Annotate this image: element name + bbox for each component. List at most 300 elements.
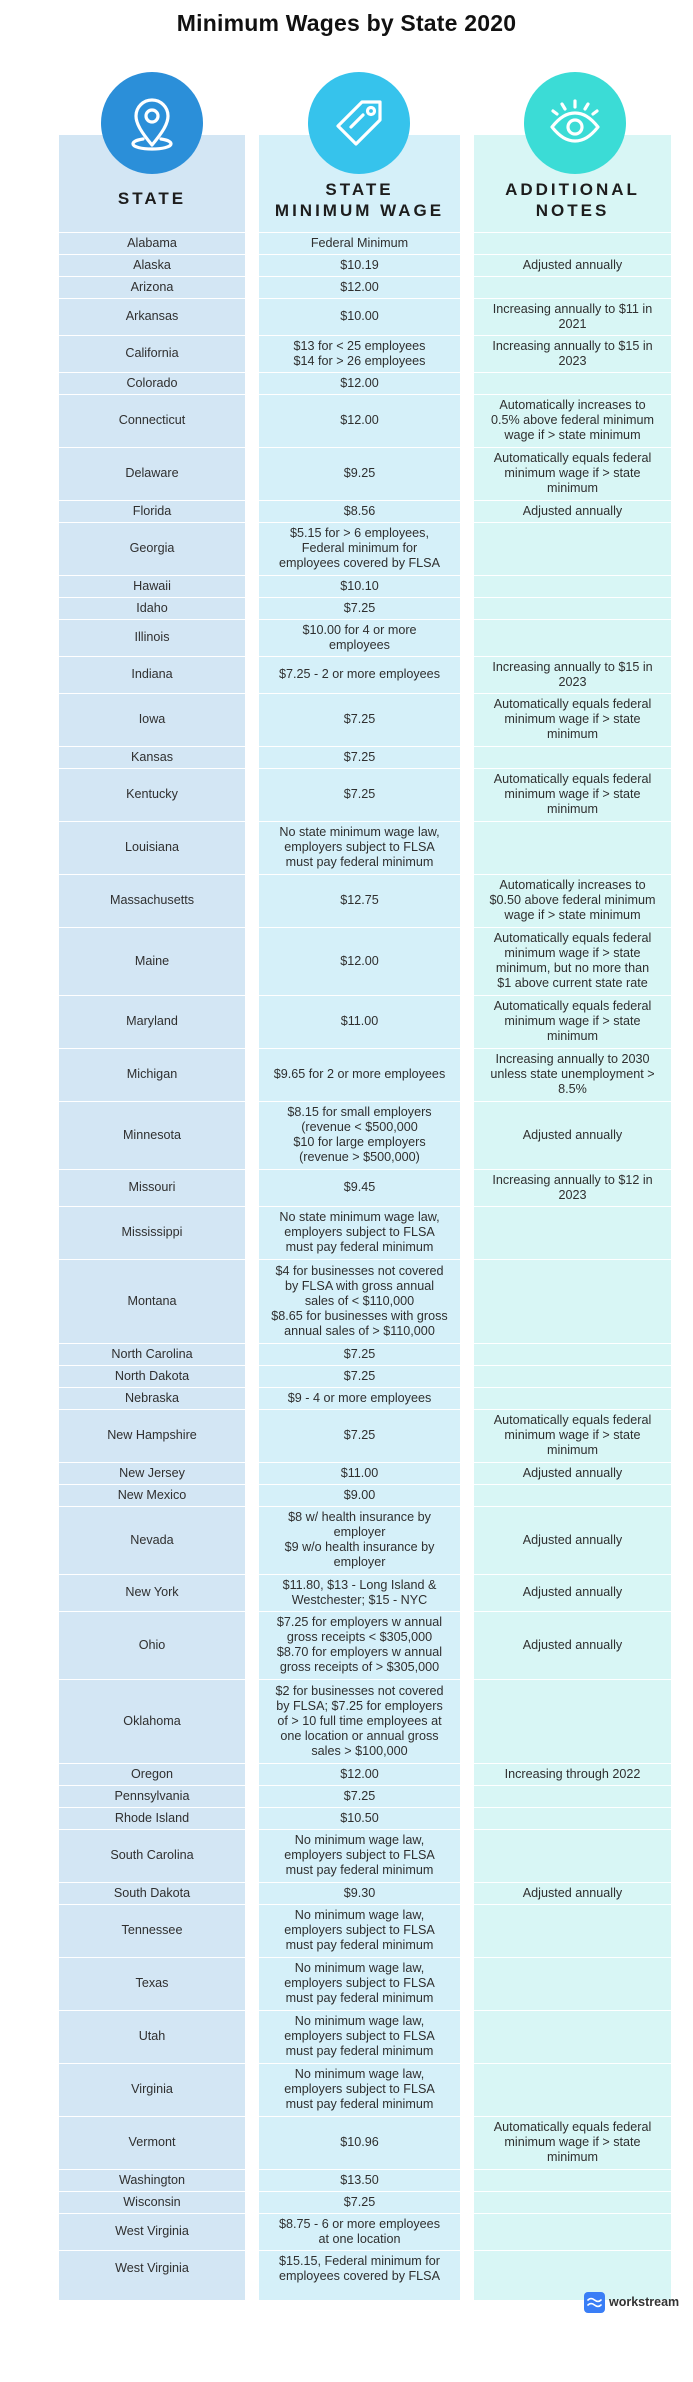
wage-cell	[259, 1611, 460, 1678]
wage-cell	[259, 1343, 460, 1364]
wage-cell	[259, 1409, 460, 1461]
state-cell-text: Oregon	[130, 1766, 173, 1781]
wage-cell	[259, 2213, 460, 2249]
wage-cell	[259, 693, 460, 745]
state-cell	[59, 447, 245, 499]
wage-cell-text: $2 for businesses not covered by FLSA; $7.25 for employers of > 10 full time employees at one location or annual gross sales > $100,000	[275, 1683, 444, 1758]
wage-cell-text: $7.25	[343, 787, 376, 801]
state-cell-text: Texas	[135, 1976, 169, 1990]
state-cell	[59, 2213, 245, 2249]
wage-cell-text: No minimum wage law, employers subject to FLSA must pay federal minimum	[284, 1833, 435, 1877]
table-row	[0, 575, 693, 596]
state-cell	[59, 1484, 245, 1505]
wage-cell	[259, 1101, 460, 1168]
state-cell	[59, 656, 245, 692]
table-row	[0, 1169, 693, 1205]
table-row	[0, 597, 693, 618]
state-cell-text: Florida	[132, 503, 172, 518]
table-row	[0, 874, 693, 926]
table-row	[0, 768, 693, 820]
table-row	[0, 335, 693, 371]
wage-cell	[259, 1785, 460, 1806]
wage-cell	[259, 1829, 460, 1881]
wave-logo-icon	[584, 2292, 605, 2313]
state-cell	[59, 335, 245, 371]
wage-cell	[259, 2063, 460, 2115]
state-cell-text: Missouri	[128, 1180, 176, 1194]
state-cell-text: Iowa	[138, 712, 166, 726]
state-cell	[59, 1611, 245, 1678]
notes-cell	[474, 1206, 671, 1258]
wage-cell	[259, 1484, 460, 1505]
table-row	[0, 1387, 693, 1408]
notes-cell-text: Automatically equals federal minimum wage if > state minimum	[493, 772, 652, 816]
wage-cell	[259, 619, 460, 655]
state-cell-text: New York	[125, 1585, 179, 1599]
wage-cell	[259, 656, 460, 692]
state-cell-text: Georgia	[129, 541, 175, 555]
notes-cell-text: Automatically equals federal minimum wage if > state minimum	[493, 999, 652, 1043]
state-cell-text: Idaho	[136, 600, 168, 615]
table-row	[0, 1365, 693, 1386]
wage-cell-text: $9.45	[343, 1180, 376, 1194]
notes-cell-text: Increasing annually to $11 in 2021	[492, 301, 653, 331]
wage-cell	[259, 2169, 460, 2190]
wage-cell-text: No state minimum wage law, employers subject to FLSA must pay federal minimum	[279, 1210, 440, 1254]
table-row	[0, 1484, 693, 1505]
state-cell	[59, 1259, 245, 1342]
state-cell-text: Louisiana	[125, 840, 179, 854]
wage-cell	[259, 254, 460, 275]
state-cell	[59, 821, 245, 873]
state-header: STATE	[117, 189, 187, 208]
wage-cell-text: $10.19	[340, 257, 379, 272]
wage-cell-text: $11.00	[340, 1014, 379, 1028]
wage-cell	[259, 276, 460, 297]
wage-cell-text: $7.25	[343, 1368, 376, 1383]
notes-cell	[474, 1169, 671, 1205]
state-cell-text: Illinois	[134, 630, 170, 644]
notes-cell-text: Adjusted annually	[522, 1585, 623, 1599]
notes-cell	[474, 693, 671, 745]
table-row	[0, 2213, 693, 2249]
table-row	[0, 1829, 693, 1881]
notes-cell	[474, 1462, 671, 1483]
wage-cell-text: No minimum wage law, employers subject to FLSA must pay federal minimum	[284, 2067, 435, 2111]
notes-cell	[474, 2191, 671, 2212]
table-row	[0, 1807, 693, 1828]
notes-cell	[474, 746, 671, 767]
state-cell-text: Delaware	[125, 466, 179, 480]
wage-cell-text: $10.96	[340, 2135, 379, 2149]
wage-cell-text: $13 for < 25 employees $14 for > 26 employees	[293, 338, 426, 368]
state-cell-text: Nevada	[130, 1532, 174, 1547]
notes-cell-text: Automatically increases to $0.50 above federal minimum wage if > state minimum	[489, 878, 656, 922]
state-cell-text: Alaska	[133, 257, 171, 272]
table-row	[0, 821, 693, 873]
notes-cell	[474, 276, 671, 297]
wage-cell-text: $7.25 - 2 or more employees	[278, 667, 440, 681]
state-cell	[59, 1679, 245, 1762]
notes-cell	[474, 372, 671, 393]
notes-cell-text: Adjusted annually	[522, 503, 623, 518]
notes-cell	[474, 232, 671, 253]
wage-cell-text: $9.00	[343, 1487, 376, 1502]
notes-cell	[474, 995, 671, 1047]
wage-cell	[259, 335, 460, 371]
wage-cell	[259, 394, 460, 446]
wage-cell	[259, 874, 460, 926]
state-cell-text: Mississippi	[121, 1225, 183, 1239]
wage-cell	[259, 1763, 460, 1784]
table-row	[0, 2169, 693, 2190]
map-pin-icon	[101, 72, 203, 174]
wage-cell-text: $7.25	[343, 1346, 376, 1361]
table-row	[0, 1574, 693, 1610]
state-cell-text: Arkansas	[125, 309, 179, 323]
state-cell	[59, 1365, 245, 1386]
state-cell	[59, 1048, 245, 1100]
notes-cell	[474, 768, 671, 820]
notes-cell	[474, 2116, 671, 2168]
notes-cell	[474, 1904, 671, 1956]
state-cell	[59, 522, 245, 574]
wage-cell-text: No minimum wage law, employers subject to FLSA must pay federal minimum	[284, 1961, 435, 2005]
wage-cell-text: $10.10	[340, 578, 379, 593]
table-row	[0, 1409, 693, 1461]
notes-cell	[474, 619, 671, 655]
page-title: Minimum Wages by State 2020	[176, 10, 517, 36]
notes-cell	[474, 597, 671, 618]
table-row	[0, 232, 693, 253]
wage-cell-text: $9.30	[343, 1885, 376, 1900]
wage-cell-text: $8 w/ health insurance by employer $9 w/o health insurance by employer	[284, 1510, 435, 1569]
table-row	[0, 522, 693, 574]
state-cell	[59, 768, 245, 820]
state-cell-text: New Mexico	[117, 1487, 187, 1502]
notes-cell	[474, 1387, 671, 1408]
state-cell-text: Pennsylvania	[114, 1788, 190, 1803]
wage-cell	[259, 372, 460, 393]
table-row	[0, 1763, 693, 1784]
wage-cell	[259, 768, 460, 820]
state-cell	[59, 1387, 245, 1408]
wage-cell-text: $10.00 for 4 or more employees	[302, 622, 417, 652]
state-cell-text: Connecticut	[118, 413, 186, 427]
table-row	[0, 1785, 693, 1806]
state-cell	[59, 232, 245, 253]
table-row	[0, 2116, 693, 2168]
table-row	[0, 2063, 693, 2115]
table-row	[0, 372, 693, 393]
state-cell-text: Oklahoma	[123, 1713, 181, 1728]
wage-cell-text: $7.25	[343, 1788, 376, 1803]
notes-cell	[474, 2063, 671, 2115]
notes-cell	[474, 1484, 671, 1505]
wage-cell-text: $10.50	[340, 1810, 379, 1825]
brand-name: workstream	[609, 2295, 680, 2309]
state-cell-text: Montana	[127, 1293, 177, 1308]
table-row	[0, 2010, 693, 2062]
wage-cell-text: $7.25	[343, 600, 376, 615]
notes-cell-text: Automatically equals federal minimum wage if > state minimum	[493, 2120, 652, 2164]
table-row	[0, 1048, 693, 1100]
wage-header: STATE MINIMUM WAGE	[274, 180, 445, 220]
notes-cell	[474, 1409, 671, 1461]
state-cell	[59, 995, 245, 1047]
table-row	[0, 1259, 693, 1342]
wage-cell-text: $7.25	[343, 2194, 376, 2209]
table-row	[0, 1957, 693, 2009]
notes-cell	[474, 1679, 671, 1762]
notes-cell	[474, 1763, 671, 1784]
state-cell-text: Washington	[118, 2172, 186, 2187]
wage-cell	[259, 522, 460, 574]
notes-cell	[474, 1365, 671, 1386]
state-cell	[59, 746, 245, 767]
notes-cell-text: Automatically equals federal minimum wage if > state minimum	[493, 451, 652, 495]
notes-cell-text: Automatically equals federal minimum wage if > state minimum, but no more than $1 above current state rate	[493, 931, 652, 990]
notes-cell-text: Automatically equals federal minimum wage if > state minimum	[493, 697, 652, 741]
state-cell-text: California	[125, 346, 179, 360]
table-row	[0, 746, 693, 767]
wage-cell	[259, 1462, 460, 1483]
wage-cell	[259, 1904, 460, 1956]
notes-cell	[474, 1506, 671, 1573]
state-cell-text: Michigan	[126, 1067, 178, 1081]
wage-cell	[259, 1574, 460, 1610]
state-cell	[59, 1462, 245, 1483]
notes-cell-text: Adjusted annually	[522, 257, 623, 272]
table-row	[0, 1679, 693, 1762]
state-cell-text: West Virginia	[115, 2261, 189, 2275]
state-cell-text: Tennessee	[121, 1923, 183, 1937]
wage-cell-text: $10.00	[340, 309, 379, 323]
table-row	[0, 254, 693, 275]
notes-cell	[474, 2169, 671, 2190]
state-cell-text: New Jersey	[119, 1465, 185, 1480]
wage-cell	[259, 1206, 460, 1258]
state-cell-text: North Carolina	[111, 1346, 193, 1361]
state-cell	[59, 1904, 245, 1956]
wage-cell	[259, 2116, 460, 2168]
wage-cell-text: $12.00	[340, 1766, 379, 1781]
notes-cell-text: Adjusted annually	[522, 1532, 623, 1547]
wage-cell	[259, 2010, 460, 2062]
table-row	[0, 1611, 693, 1678]
state-cell	[59, 1169, 245, 1205]
wage-cell-text: Federal Minimum	[310, 235, 409, 250]
table-row	[0, 1506, 693, 1573]
notes-cell-text: Adjusted annually	[522, 1465, 623, 1480]
state-cell	[59, 874, 245, 926]
state-cell	[59, 2191, 245, 2212]
notes-cell	[474, 1807, 671, 1828]
wage-cell	[259, 2191, 460, 2212]
wage-cell	[259, 1679, 460, 1762]
state-cell-text: South Carolina	[110, 1848, 194, 1862]
table-row	[0, 2250, 693, 2286]
eye-icon	[524, 72, 626, 174]
notes-cell	[474, 1048, 671, 1100]
notes-cell-text: Increasing through 2022	[504, 1766, 641, 1781]
state-cell	[59, 597, 245, 618]
state-cell-text: Utah	[138, 2029, 166, 2043]
state-cell	[59, 1763, 245, 1784]
wage-cell-text: $5.15 for > 6 employees, Federal minimum for employees covered by FLSA	[278, 526, 440, 570]
wage-cell	[259, 1882, 460, 1903]
table-row	[0, 500, 693, 521]
notes-cell	[474, 1574, 671, 1610]
state-cell-text: Kansas	[130, 749, 173, 764]
table-row	[0, 276, 693, 297]
notes-cell	[474, 1259, 671, 1342]
notes-cell-text: Increasing annually to $12 in 2023	[492, 1172, 653, 1202]
state-cell	[59, 1206, 245, 1258]
notes-cell	[474, 2250, 671, 2286]
state-cell-text: North Dakota	[114, 1368, 190, 1383]
state-cell	[59, 1506, 245, 1573]
table-row	[0, 447, 693, 499]
wage-cell-text: $12.00	[340, 953, 379, 968]
wage-cell	[259, 1259, 460, 1342]
notes-cell	[474, 1957, 671, 2009]
wage-cell	[259, 1957, 460, 2009]
notes-cell	[474, 575, 671, 596]
state-cell	[59, 2063, 245, 2115]
wage-cell-text: $12.75	[340, 893, 379, 907]
table-row	[0, 394, 693, 446]
wage-cell-text: $8.15 for small employers (revenue < $500,000 $10 for large employers (revenue > $500,000)	[287, 1105, 432, 1164]
state-cell	[59, 2116, 245, 2168]
wage-cell-text: $15.15, Federal minimum for employees covered by FLSA	[278, 2253, 440, 2283]
state-cell	[59, 1785, 245, 1806]
table-row	[0, 2191, 693, 2212]
wage-cell-text: $7.25	[343, 1428, 376, 1442]
state-cell-text: South Dakota	[113, 1885, 191, 1900]
wage-cell	[259, 821, 460, 873]
state-cell	[59, 1882, 245, 1903]
state-cell	[59, 619, 245, 655]
table-row	[0, 995, 693, 1047]
table-row	[0, 1904, 693, 1956]
notes-cell	[474, 2213, 671, 2249]
wage-cell-text: $7.25	[343, 712, 376, 726]
state-cell	[59, 254, 245, 275]
table-row	[0, 1206, 693, 1258]
wage-cell-text: $9.65 for 2 or more employees	[273, 1067, 446, 1081]
notes-cell	[474, 1101, 671, 1168]
state-cell	[59, 2010, 245, 2062]
state-cell	[59, 1343, 245, 1364]
state-cell-text: Massachusetts	[110, 893, 194, 907]
state-cell	[59, 1409, 245, 1461]
wage-cell-text: $7.25 for employers w annual gross receipts < $305,000 $8.70 for employers w annual gross receipts of > $305,000	[276, 1615, 443, 1674]
state-cell	[59, 500, 245, 521]
state-cell	[59, 927, 245, 994]
state-cell-text: Virginia	[131, 2082, 173, 2096]
brand	[584, 2291, 679, 2313]
wage-cell	[259, 298, 460, 334]
notes-header: ADDITIONAL NOTES	[505, 180, 640, 220]
table-row	[0, 1882, 693, 1903]
wage-cell	[259, 575, 460, 596]
notes-cell-text: Automatically increases to 0.5% above federal minimum wage if > state minimum	[490, 398, 655, 442]
wage-cell	[259, 927, 460, 994]
state-cell-text: Hawaii	[133, 578, 171, 593]
table-row	[0, 1462, 693, 1483]
state-cell-text: Maryland	[126, 1014, 178, 1028]
state-cell	[59, 2169, 245, 2190]
notes-cell	[474, 335, 671, 371]
notes-cell-text: Adjusted annually	[522, 1127, 623, 1142]
table-row	[0, 1343, 693, 1364]
state-cell	[59, 2250, 245, 2286]
price-tag-icon	[308, 72, 410, 174]
state-cell-text: Kentucky	[126, 787, 178, 801]
notes-cell-text: Increasing annually to $15 in 2023	[492, 659, 653, 689]
table-row	[0, 619, 693, 655]
table-row	[0, 927, 693, 994]
state-cell	[59, 394, 245, 446]
state-cell-text: Colorado	[126, 375, 178, 390]
wage-cell-text: No minimum wage law, employers subject to FLSA must pay federal minimum	[284, 2014, 435, 2058]
wage-cell	[259, 1807, 460, 1828]
state-cell	[59, 1957, 245, 2009]
state-cell	[59, 1574, 245, 1610]
wage-cell	[259, 597, 460, 618]
notes-cell	[474, 394, 671, 446]
notes-cell	[474, 254, 671, 275]
state-cell	[59, 276, 245, 297]
notes-cell	[474, 1882, 671, 1903]
notes-cell-text: Adjusted annually	[522, 1637, 623, 1652]
notes-cell	[474, 298, 671, 334]
state-cell-text: Wisconsin	[123, 2194, 181, 2209]
wage-cell-text: $7.25	[343, 749, 376, 764]
wage-cell-text: $4 for businesses not covered by FLSA with gross annual sales of < $110,000 $8.65 for businesses with gross annual sales of > $110,000	[271, 1263, 448, 1338]
wage-cell-text: $12.00	[340, 279, 379, 294]
state-cell	[59, 693, 245, 745]
state-cell	[59, 1807, 245, 1828]
wage-cell-text: $12.00	[340, 375, 379, 390]
state-cell-text: Maine	[134, 953, 170, 968]
table-row	[0, 1101, 693, 1168]
state-cell	[59, 575, 245, 596]
wage-cell-text: $8.56	[343, 503, 376, 518]
state-cell	[59, 298, 245, 334]
wage-cell	[259, 1169, 460, 1205]
notes-cell	[474, 2010, 671, 2062]
notes-cell	[474, 522, 671, 574]
state-cell-text: New Hampshire	[107, 1428, 197, 1442]
notes-cell	[474, 1785, 671, 1806]
state-cell	[59, 1829, 245, 1881]
wage-cell-text: $9 - 4 or more employees	[287, 1390, 432, 1405]
wage-cell-text: No state minimum wage law, employers subject to FLSA must pay federal minimum	[279, 825, 440, 869]
state-cell-text: Rhode Island	[114, 1810, 190, 1825]
wage-cell-text: No minimum wage law, employers subject to FLSA must pay federal minimum	[284, 1908, 435, 1952]
wage-cell-text: $13.50	[340, 2172, 379, 2187]
table-row	[0, 656, 693, 692]
notes-cell	[474, 927, 671, 994]
notes-cell	[474, 1611, 671, 1678]
state-cell-text: Minnesota	[122, 1127, 182, 1142]
notes-cell-text: Increasing annually to $15 in 2023	[492, 338, 653, 368]
notes-cell	[474, 1343, 671, 1364]
state-cell	[59, 1101, 245, 1168]
wage-cell	[259, 1387, 460, 1408]
